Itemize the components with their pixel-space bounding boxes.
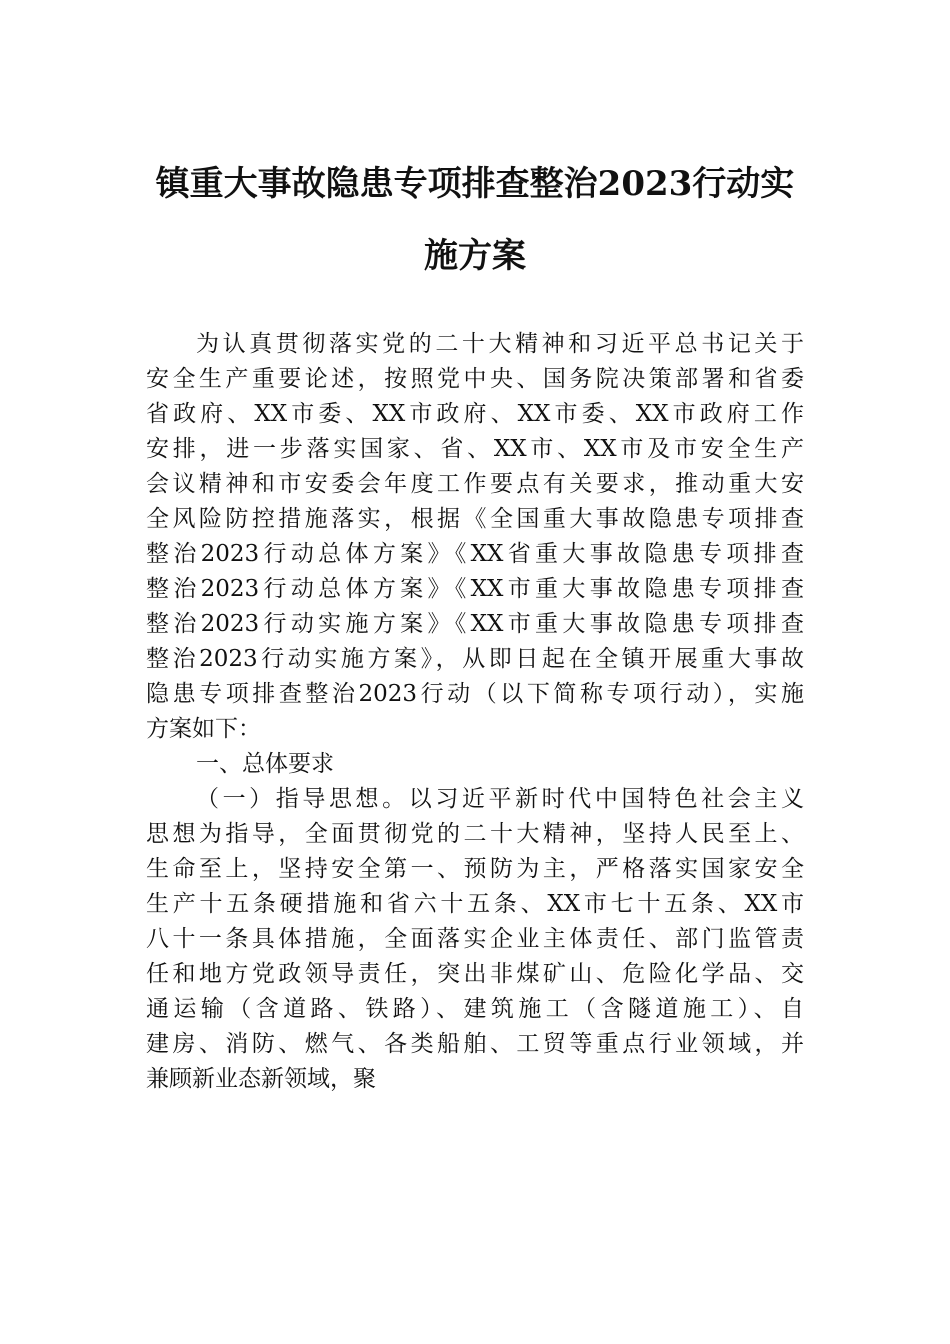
paragraph-line: 方案如下： [146, 716, 261, 742]
paragraph-line: 安排，进一步落实国家、省、XX市、XX市及市安全生产 [146, 436, 804, 462]
paragraph-line: 生产十五条硬措施和省六十五条、XX市七十五条、XX市 [146, 891, 804, 917]
paragraph-line: 整治2023行动总体方案》《XX市重大事故隐患专项排查 [146, 576, 804, 602]
paragraph-line: 为认真贯彻落实党的二十大精神和习近平总书记关于 [196, 331, 804, 357]
paragraph-line: 通运输（含道路、铁路）、建筑施工（含隧道施工）、自 [146, 996, 804, 1022]
paragraph-line: 安全生产重要论述，按照党中央、国务院决策部署和省委 [146, 366, 804, 392]
section-heading: 一、总体要求 [196, 751, 334, 777]
paragraph-line: 会议精神和市安委会年度工作要点有关要求，推动重大安 [146, 471, 804, 497]
paragraph-line: 生命至上，坚持安全第一、预防为主，严格落实国家安全 [146, 856, 804, 882]
paragraph-line: 兼顾新业态新领域，聚 [146, 1066, 376, 1092]
document-title-line-2: 施方案 [424, 236, 526, 276]
document-body [146, 327, 804, 1097]
paragraph-intro [146, 327, 804, 747]
paragraph-line: 省政府、XX市委、XX市政府、XX市委、XX市政府工作 [146, 401, 804, 427]
paragraph-line: 隐患专项排查整治2023行动（以下简称专项行动），实施 [146, 681, 804, 707]
document-title-line-1: 镇重大事故隐患专项排查整治2023行动实 [155, 164, 795, 204]
paragraph-line: （一）指导思想。以习近平新时代中国特色社会主义 [196, 786, 804, 812]
paragraph-line: 整治2023行动实施方案》，从即日起在全镇开展重大事故 [146, 646, 804, 672]
paragraph-line: 建房、消防、燃气、各类船舶、工贸等重点行业领域，并 [146, 1031, 804, 1057]
paragraph-guiding-ideology [146, 782, 804, 1097]
paragraph-line: 八十一条具体措施，全面落实企业主体责任、部门监管责 [146, 926, 804, 952]
paragraph-line: 全风险防控措施落实，根据《全国重大事故隐患专项排查 [146, 506, 804, 532]
paragraph-line: 思想为指导，全面贯彻党的二十大精神，坚持人民至上、 [146, 821, 804, 847]
paragraph-line: 整治2023行动实施方案》《XX市重大事故隐患专项排查 [146, 611, 804, 637]
paragraph-line: 整治2023行动总体方案》《XX省重大事故隐患专项排查 [146, 541, 804, 567]
paragraph-line: 任和地方党政领导责任，突出非煤矿山、危险化学品、交 [146, 961, 804, 987]
